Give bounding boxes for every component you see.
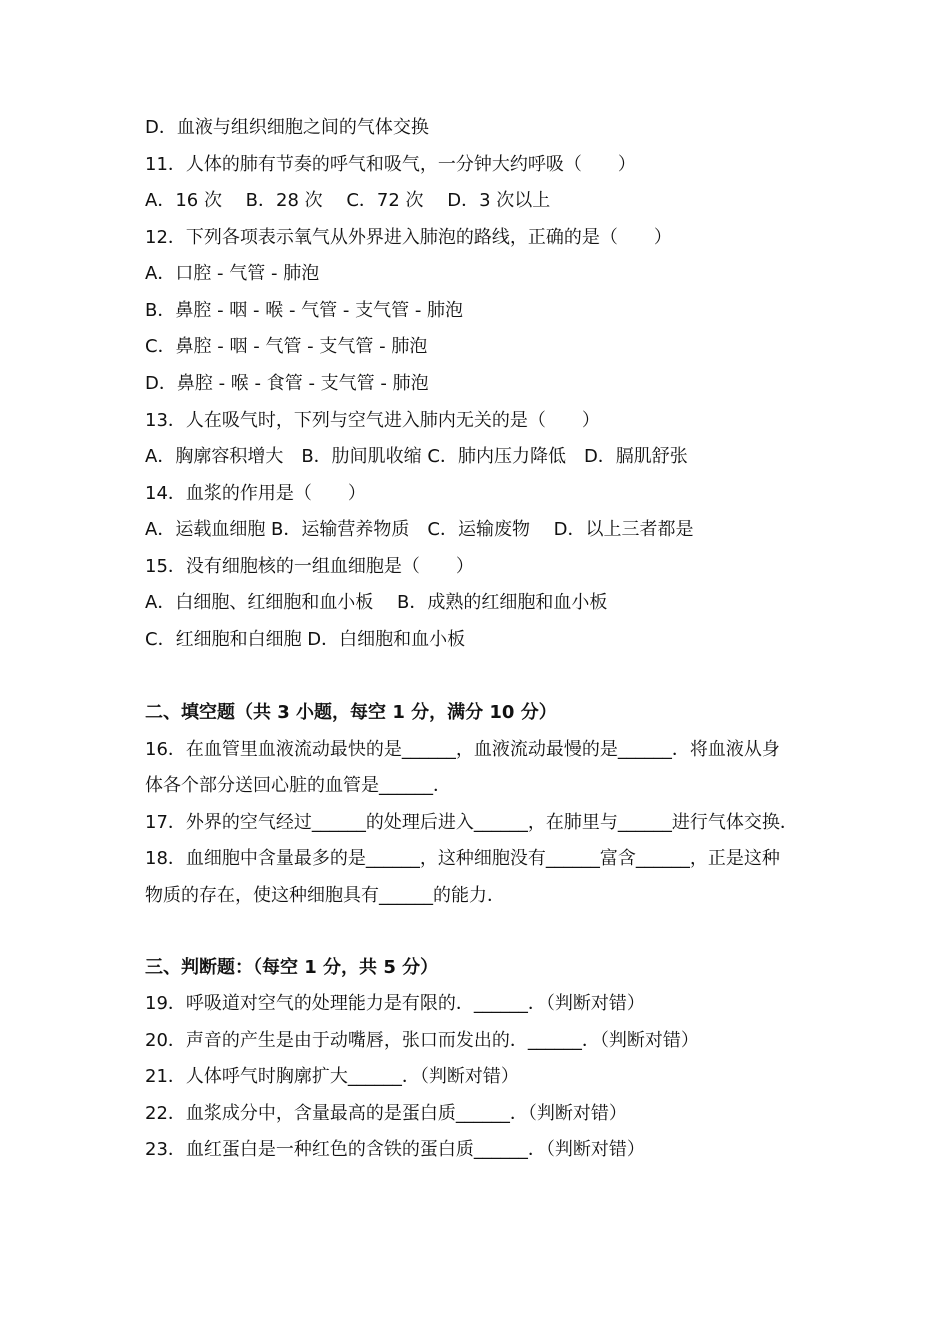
question-16-line2: 体各个部分送回心脏的血管是______． bbox=[145, 775, 451, 796]
question-16-line1: 16．在血管里血液流动最快的是______，血液流动最慢的是______．将血液从身 bbox=[145, 739, 780, 760]
option-q12-a: A．口腔 - 气管 - 肺泡 bbox=[145, 263, 320, 284]
question-23: 23．血红蛋白是一种红色的含铁的蛋白质______．（判断对错） bbox=[145, 1139, 645, 1160]
options-q13: A．胸廓容积增大 B．肋间肌收缩 C．肺内压力降低 D．膈肌舒张 bbox=[145, 446, 688, 467]
section-fill-in-heading: 二、填空题（共 3 小题，每空 1 分，满分 10 分） bbox=[145, 702, 557, 723]
question-19: 19．呼吸道对空气的处理能力是有限的．______．（判断对错） bbox=[145, 993, 645, 1014]
option-q12-c: C．鼻腔 - 咽 - 气管 - 支气管 - 肺泡 bbox=[145, 336, 428, 357]
option-q10-d: D．血液与组织细胞之间的气体交换 bbox=[145, 117, 429, 138]
question-14: 14．血浆的作用是（ ） bbox=[145, 483, 366, 504]
section-true-false-heading: 三、判断题：（每空 1 分，共 5 分） bbox=[145, 957, 439, 978]
options-q15-ab: A．白细胞、红细胞和血小板 B．成熟的红细胞和血小板 bbox=[145, 592, 608, 613]
question-17: 17．外界的空气经过______的处理后进入______，在肺里与______进行气体交换． bbox=[145, 812, 798, 833]
question-18-line1: 18．血细胞中含量最多的是______，这种细胞没有______富含______，正是这种 bbox=[145, 848, 780, 869]
question-11: 11．人体的肺有节奏的呼气和吸气，一分钟大约呼吸（ ） bbox=[145, 154, 636, 175]
option-q12-d: D．鼻腔 - 喉 - 食管 - 支气管 - 肺泡 bbox=[145, 373, 429, 394]
options-q11: A．16 次 B．28 次 C．72 次 D．3 次以上 bbox=[145, 190, 551, 211]
question-21: 21．人体呼气时胸廓扩大______．（判断对错） bbox=[145, 1066, 519, 1087]
question-12: 12．下列各项表示氧气从外界进入肺泡的路线，正确的是（ ） bbox=[145, 227, 672, 248]
question-15: 15．没有细胞核的一组血细胞是（ ） bbox=[145, 556, 474, 577]
question-20: 20．声音的产生是由于动嘴唇，张口而发出的．______．（判断对错） bbox=[145, 1030, 699, 1051]
options-q14: A．运载血细胞 B．运输营养物质 C．运输废物 D．以上三者都是 bbox=[145, 519, 694, 540]
options-q15-cd: C．红细胞和白细胞 D．白细胞和血小板 bbox=[145, 629, 466, 650]
question-13: 13．人在吸气时，下列与空气进入肺内无关的是（ ） bbox=[145, 410, 600, 431]
option-q12-b: B．鼻腔 - 咽 - 喉 - 气管 - 支气管 - 肺泡 bbox=[145, 300, 464, 321]
question-18-line2: 物质的存在，使这种细胞具有______的能力． bbox=[145, 885, 505, 906]
question-22: 22．血浆成分中，含量最高的是蛋白质______．（判断对错） bbox=[145, 1103, 627, 1124]
